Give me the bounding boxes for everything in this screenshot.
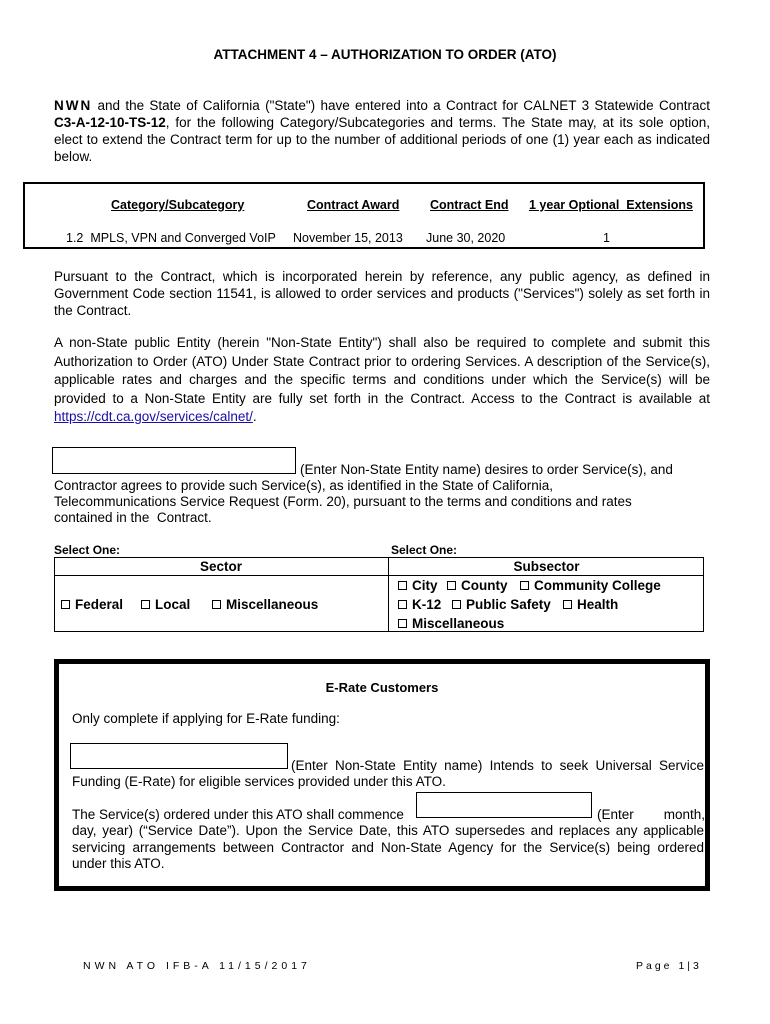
checkbox-icon[interactable] [447, 581, 456, 590]
erate-commence: The Service(s) ordered under this ATO shall commence [72, 807, 404, 822]
option-local[interactable] [141, 597, 190, 612]
header-award: Contract Award [307, 198, 400, 212]
option-county-label: County [461, 578, 508, 593]
option-community-college-label: Community College [534, 578, 661, 593]
option-city-label: City [412, 578, 438, 593]
select-one-subsector: Select One: [391, 543, 458, 557]
company-name: NWN [54, 98, 93, 113]
erate-only: Only complete if applying for E-Rate funding: [72, 711, 340, 726]
service-date-field[interactable] [416, 792, 592, 818]
checkbox-icon[interactable] [398, 619, 407, 628]
option-misc-sub-label: Miscellaneous [412, 616, 505, 631]
nonstate-text: A non-State public Entity (herein "Non-State Entity") shall also be required to complete and submit this Authorization to Order (ATO) Under State Contract prior to ordering Services. A description of the Service(s), applicable rates and charges and the specific terms and conditions under which the Service(s) will be provided to a Non-State Entity are fully set forth in the Contract. Access to the Contract is available at [54, 335, 710, 406]
erate-entity-text-2: Funding (E-Rate) for eligible services provided under this ATO. [72, 774, 446, 789]
header-end: Contract End [430, 198, 509, 212]
nonstate-paragraph [54, 334, 710, 427]
option-federal[interactable] [61, 597, 123, 612]
checkbox-icon[interactable] [520, 581, 529, 590]
intro-text-1: and the State of California ("State") have entered into a Contract for CALNET 3 Statewide Contract [92, 98, 710, 113]
intro-paragraph [54, 97, 710, 165]
option-miscellaneous-sector[interactable] [212, 597, 318, 612]
option-city[interactable] [398, 578, 438, 593]
header-extensions: 1 year Optional Extensions [529, 198, 693, 212]
erate-entity-field[interactable] [70, 743, 288, 769]
footer-left: NWN ATO IFB-A 11/15/2017 [83, 960, 311, 972]
option-county[interactable] [447, 578, 508, 593]
option-public-safety[interactable] [452, 597, 551, 612]
cell-category: 1.2 MPLS, VPN and Converged VoIP [66, 231, 276, 245]
calnet-link[interactable]: https://cdt.ca.gov/services/calnet/ [54, 409, 253, 424]
option-miscellaneous-subsector[interactable] [398, 616, 504, 631]
erate-heading: E-Rate Customers [325, 680, 439, 695]
checkbox-icon[interactable] [398, 581, 407, 590]
entity-line-2: Contractor agrees to provide such Service(s), as identified in the State of California, [54, 478, 553, 493]
footer-page: Page 1|3 [636, 960, 702, 972]
checkbox-icon[interactable] [61, 600, 70, 609]
erate-entity-text: (Enter Non-State Entity name) Intends to seek Universal Service [291, 758, 704, 773]
option-community-college[interactable] [520, 578, 661, 593]
checkbox-icon[interactable] [452, 600, 461, 609]
header-category: Category/Subcategory [111, 198, 245, 212]
entity-line-4: contained in the Contract. [54, 510, 212, 525]
cell-end: June 30, 2020 [426, 231, 506, 245]
checkbox-icon[interactable] [141, 600, 150, 609]
option-misc-label: Miscellaneous [226, 597, 319, 612]
option-health[interactable] [563, 597, 618, 612]
entity-name-field[interactable] [52, 447, 296, 474]
option-public-safety-label: Public Safety [466, 597, 551, 612]
intro-text-2: , for the following Category/Subcategories and terms. The State may, at its sole option, elect to extend the Contract term for up to the number of additional periods of one (1) year each as indicated below. [54, 115, 710, 164]
checkbox-icon[interactable] [212, 600, 221, 609]
contract-number: C3-A-12-10-TS-12 [54, 115, 166, 130]
subsector-heading: Subsector [513, 559, 580, 574]
entity-line-3: Telecommunications Service Request (Form. 20), pursuant to the terms and conditions and rates [54, 494, 632, 509]
pursuant-paragraph: Pursuant to the Contract, which is incorporated herein by reference, any public agency, as defined in Government Code section 11541, is allowed to order services and products ("Services") solely as set forth in the Contract. [54, 269, 710, 318]
cell-extensions: 1 [603, 231, 610, 245]
option-health-label: Health [577, 597, 619, 612]
option-k12-label: K-12 [412, 597, 442, 612]
option-local-label: Local [155, 597, 191, 612]
sector-heading: Sector [199, 559, 243, 574]
entity-line-1: (Enter Non-State Entity name) desires to order Service(s), and [300, 462, 673, 477]
option-federal-label: Federal [75, 597, 124, 612]
erate-date-text: day, year) (“Service Date”). Upon the Service Date, this ATO supersedes and replaces any applicable servicing arrangements between Contractor and Non-State Agency for the Service(s) being ordered under this ATO. [72, 823, 704, 871]
sector-header-rule [54, 575, 704, 576]
select-one-sector: Select One: [54, 543, 121, 557]
cell-award: November 15, 2013 [293, 231, 403, 245]
option-k12[interactable] [398, 597, 441, 612]
checkbox-icon[interactable] [398, 600, 407, 609]
link-suffix: . [252, 409, 257, 424]
checkbox-icon[interactable] [563, 600, 572, 609]
erate-enter-month: (Enter month, [597, 807, 706, 822]
page-title: ATTACHMENT 4 – AUTHORIZATION TO ORDER (ATO) [213, 47, 557, 62]
